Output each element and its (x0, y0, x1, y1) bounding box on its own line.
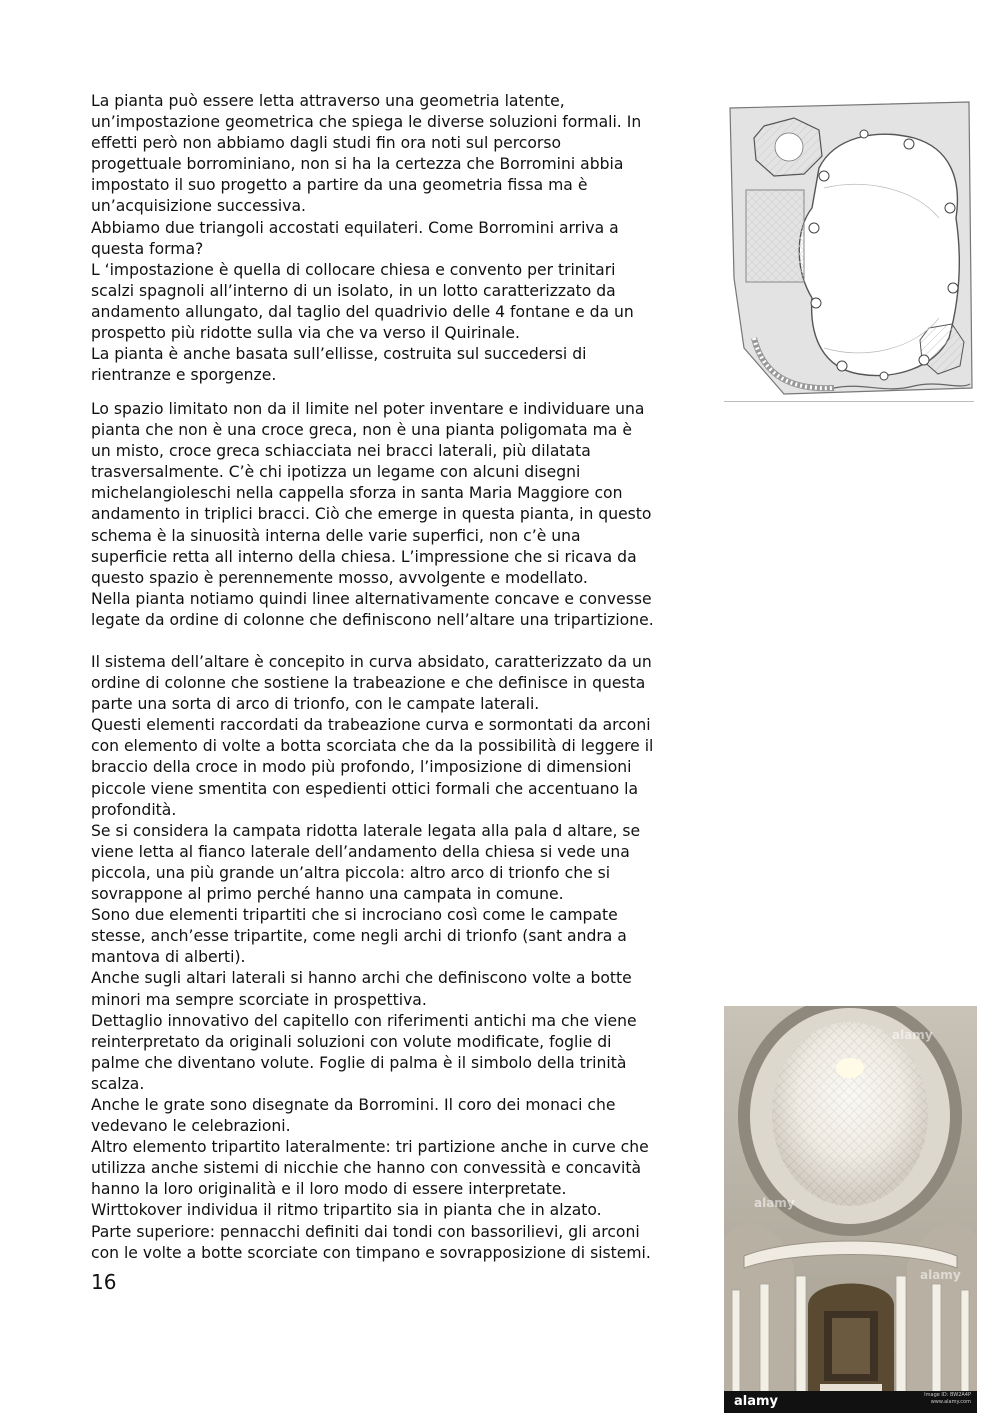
alamy-logo: alamy (734, 1394, 779, 1409)
watermark-text: alamy (920, 1268, 961, 1282)
paragraph-1 (91, 91, 703, 386)
paragraph-2 (91, 399, 703, 631)
watermark-text: alamy (892, 1028, 933, 1042)
figure-underline (724, 401, 974, 402)
watermark-text: alamy (754, 1196, 795, 1210)
paragraph-3 (91, 652, 703, 1264)
image-id: Image ID: BW2A4P (924, 1392, 971, 1398)
floor-plan-drawing (724, 98, 974, 404)
paragraph-text: Lo spazio limitato non da il limite nel poter inventare e individuare una pianta che non è una croce greca, non è una pianta poligomata ma è un misto, croce greca schiacciata nei bracci laterali, più dilatata trasversalmente. C’è chi ipotizza un legame con alcuni disegni michelangioleschi nella cappella sforza in santa Maria Maggiore con andamento in triplici bracci. Ciò che emerge in questa pianta, in questo schema è la sinuosità interna delle varie superfici, non c’è una superficie retta all interno della chiesa. L’impressione che si ricava da questo spazio è perennemente mosso, avvolgente e modellato. Nella pianta notiamo quindi linee alternativamente concave e convesse legate da ordine di colonne che definiscono nell’altare una tripartizione. (91, 400, 654, 629)
image-id-text (924, 1392, 971, 1406)
paragraph-text: Il sistema dell’altare è concepito in curva absidato, caratterizzato da un ordine di colonne che sostiene la trabeazione e che definisce in questa parte una sorta di arco di trionfo, con le campate laterali. Questi elementi raccordati da trabeazione curva e sormontati da arconi con elemento di volte a botta scorciata che da la possibilità di leggere il braccio della croce in modo più profondo, l’imposizione di dimensioni piccole viene smentita con espedienti ottici formali che accentuano la profondità. Se si considera la campata ridotta laterale legata alla pala d altare, se viene letta al fianco laterale dell’andamento della chiesa si vede una piccola, una più grande un’altra piccola: altro arco di trionfo che si sovrappone al primo perché hanno una campata in comune. Sono due elementi tripartiti che si incrociano così come le campate stesse, anch’esse tripartite, come negli archi di trionfo (sant andra a mantova di alberti). Anche sugli altari laterali si hanno archi che definiscono volte a botte minori ma sempre scorciate in prospettiva. Dettaglio innovativo del capitello con riferimenti antichi ma che viene reinterpretato da originali soluzioni con volute modificate, foglie di palme che diventano volute. Foglie di palma è il simbolo della trinità scalza. Anche le grate sono disegnate da Borromini. Il coro dei monaci che vedevano le celebrazioni. Altro elemento tripartito lateralmente: tri partizione anche in curve che utilizza anche sistemi di nicchie che hanno con convessità e concavità hanno la loro originalità e il loro modo di essere interpretate. Wirttokover individua il ritmo tripartito sia in pianta che in alzato. Parte superiore: pennacchi definiti dai tondi con bassorilievi, gli arconi con le volte a botte scorciate con timpano e sovrapposizione di sistemi. (91, 653, 654, 1262)
paragraph-text: La pianta può essere letta attraverso una geometria latente, un’impostazione geometrica che spiega le diverse soluzioni formali. In effetti però non abbiamo dagli studi fin ora noti sul percorso progettuale borrominiano, non si ha la certezza che Borromini abbia impostato il suo progetto a partire da una geometria fissa ma è un’acquisizione successiva. Abbiamo due triangoli accostati equilateri. Come Borromini arriva a questa forma? L ‘impostazione è quella di collocare chiesa e convento per trinitari scalzi spagnoli all’interno di un isolato, in un lotto caratterizzato da andamento allungato, dal taglio del quadrivio delle 4 fontane e da un prospetto più ridotte sulla via che va verso il Quirinale. La pianta è anche basata sull’ellisse, costruita sul succedersi di rientranze e sporgenze. (91, 92, 642, 385)
stock-photo-footer (724, 1391, 977, 1413)
floor-plan-figure (724, 98, 974, 404)
church-interior-photo (724, 1006, 977, 1413)
page-number: 16 (91, 1270, 117, 1294)
image-site: www.alamy.com (930, 1399, 971, 1405)
